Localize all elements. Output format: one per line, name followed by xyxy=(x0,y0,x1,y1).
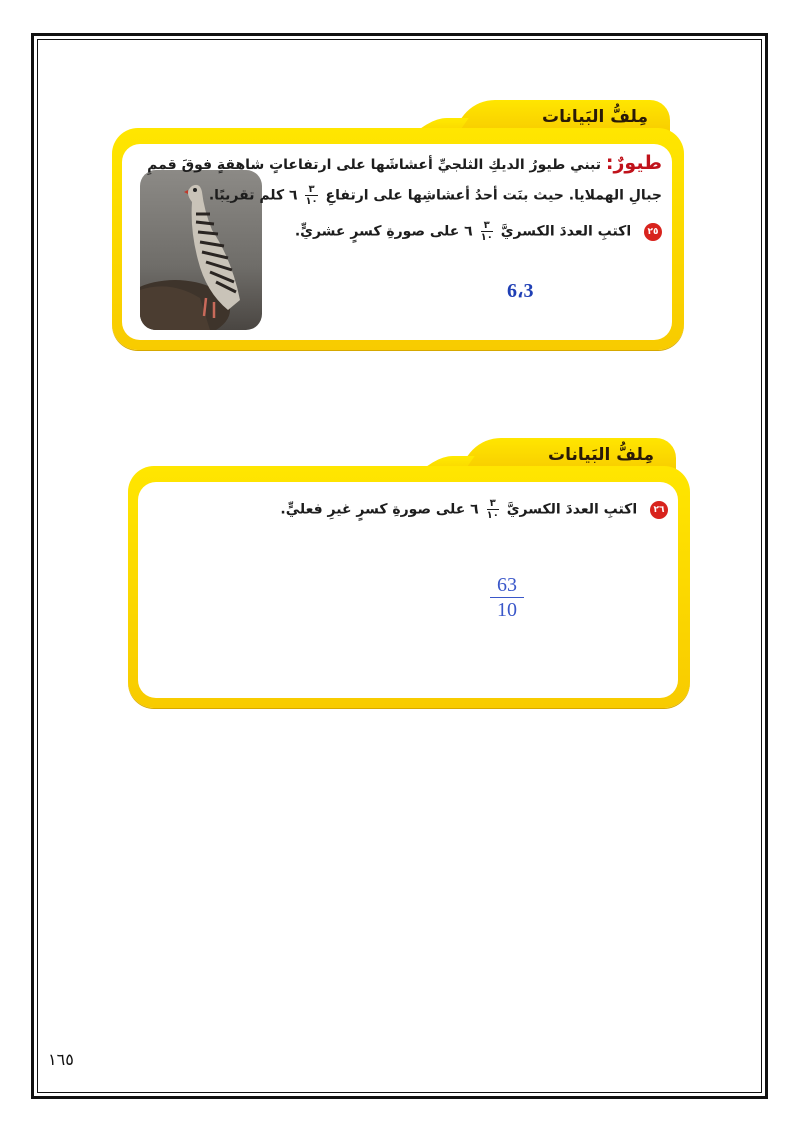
card-frame xyxy=(128,466,690,708)
data-file-card-2 xyxy=(128,438,690,708)
question-26: ٢٦ اكتبِ العددَ الكسريَّ $\frac{٣}{١٠}$ ٦ على صورةِ كسرٍ غيرِ فعليٍّ. xyxy=(280,498,668,521)
question-number-badge: ٢٦ xyxy=(650,501,668,519)
card-title: مِلفُّ البَيانات xyxy=(542,107,648,127)
card-frame xyxy=(112,128,684,350)
answer-denominator: 10 xyxy=(497,599,517,621)
question-25: ٢٥ اكتبِ العددَ الكسريَّ $\frac{٣}{١٠}$ ٦ على صورةِ كسرٍ عشريٍّ. xyxy=(295,220,662,243)
fraction: $\frac{٣}{١٠}$ xyxy=(480,220,493,243)
page-number: ١٦٥ xyxy=(48,1050,74,1069)
data-file-card-1 xyxy=(112,100,684,350)
fraction: $\frac{٣}{١٠}$ xyxy=(305,184,318,207)
paragraph-line-1: طيورٌ: تبني طيورُ الديكِ الثلجيِّ أعشاشَها على ارتفاعاتٍ شاهقةٍ فوقَ قممِ xyxy=(147,152,662,174)
answer-numerator: 63 xyxy=(497,574,517,596)
keyword-birds: طيورٌ: xyxy=(605,152,662,174)
card-title: مِلفُّ البَيانات xyxy=(548,445,654,465)
answer-decimal: 6،3 xyxy=(507,280,534,302)
card-content xyxy=(122,144,672,340)
fraction: $\frac{٣}{١٠}$ xyxy=(486,498,499,521)
card-content xyxy=(138,482,678,698)
answer-improper-fraction xyxy=(490,574,524,621)
question-number-badge: ٢٥ xyxy=(644,223,662,241)
paragraph-line-2: جبالِ الهملايا. حيث بنَت أحدُ أعشاشِها على ارتفاعِ $\frac{٣}{١٠}$ ٦ كلم تقريبًا. xyxy=(208,184,662,207)
fraction-bar xyxy=(490,597,524,598)
